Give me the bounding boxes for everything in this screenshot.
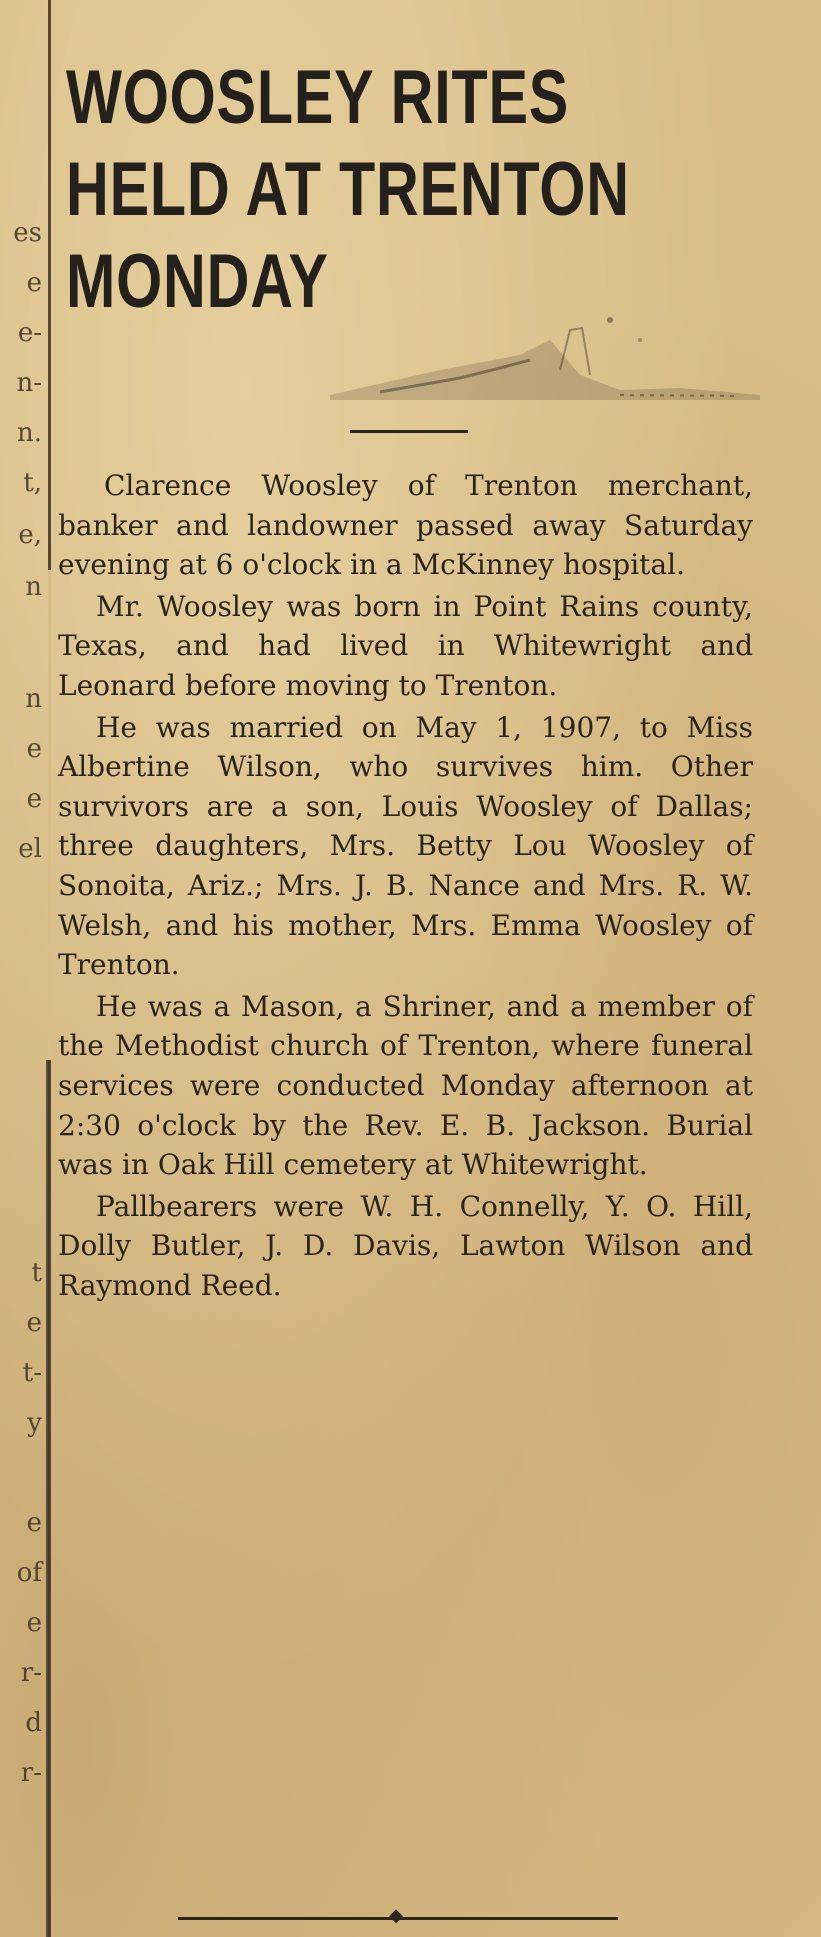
fragment: e	[26, 784, 42, 814]
article-paragraph: Pallbearers were W. H. Connelly, Y. O. Hill, Dolly Butler, J. D. Davis, Lawton Wilson and Raymond Reed.	[58, 1189, 753, 1302]
fragment: t	[31, 1258, 42, 1288]
column-divider-lower	[46, 1060, 49, 1937]
headline-rule	[350, 430, 468, 433]
ink-smudge	[320, 300, 770, 410]
fragment: r-	[20, 1658, 42, 1688]
headline-line: MONDAY	[66, 239, 329, 324]
headline-line: HELD AT TRENTON	[66, 147, 630, 232]
fragment: y	[27, 1408, 42, 1438]
fragment: t,	[23, 468, 42, 498]
column-divider-gap	[48, 570, 51, 1060]
article-paragraph: He was married on May 1, 1907, to Miss Albertine Wilson, who survives him. Other survivors are a son, Louis Woosley of Dallas; three daughters, Mrs. Betty Lou Woosley of Sonoita, Ariz.; Mrs. J. B. Nance and Mrs. R. W. Welsh, and his mother, Mrs. Emma Woosley of Trenton.	[58, 710, 753, 982]
fragment: e	[26, 268, 42, 298]
fragment: e,	[18, 520, 42, 550]
article-paragraph: Clarence Woosley of Trenton merchant, banker and landowner passed away Saturday evening at 6 o'clock in a McKinney hospital.	[58, 469, 753, 582]
article-paragraph: He was a Mason, a Shriner, and a member of the Methodist church of Trenton, where funeral services were conducted Monday afternoon at 2:30 o'clock by the Rev. E. B. Jackson. Burial was in Oak Hill cemetery at Whitewright.	[58, 989, 753, 1182]
article-body	[58, 466, 753, 1307]
fragment: d	[25, 1708, 42, 1738]
fragment: of	[16, 1558, 42, 1588]
fragment: r-	[20, 1758, 42, 1788]
fragment: el	[18, 834, 42, 864]
fragment: e	[26, 1608, 42, 1638]
fragment: e-	[17, 318, 42, 348]
headline	[66, 52, 630, 328]
fragment: es	[13, 218, 42, 248]
fragment: e	[26, 734, 42, 764]
article-paragraph: Mr. Woosley was born in Point Rains county, Texas, and had lived in Whitewright and Leonard before moving to Trenton.	[58, 589, 753, 702]
fragment: n	[25, 572, 42, 602]
headline-line: WOOSLEY RITES	[66, 55, 570, 140]
fragment: e	[26, 1308, 42, 1338]
adjacent-column	[0, 0, 46, 1937]
fragment: t-	[22, 1358, 42, 1388]
fragment: n-	[16, 368, 42, 398]
fragment: e	[26, 1508, 42, 1538]
fragment: n	[25, 684, 42, 714]
fragment: n.	[16, 418, 42, 448]
end-ornament: ◆	[389, 1905, 403, 1926]
